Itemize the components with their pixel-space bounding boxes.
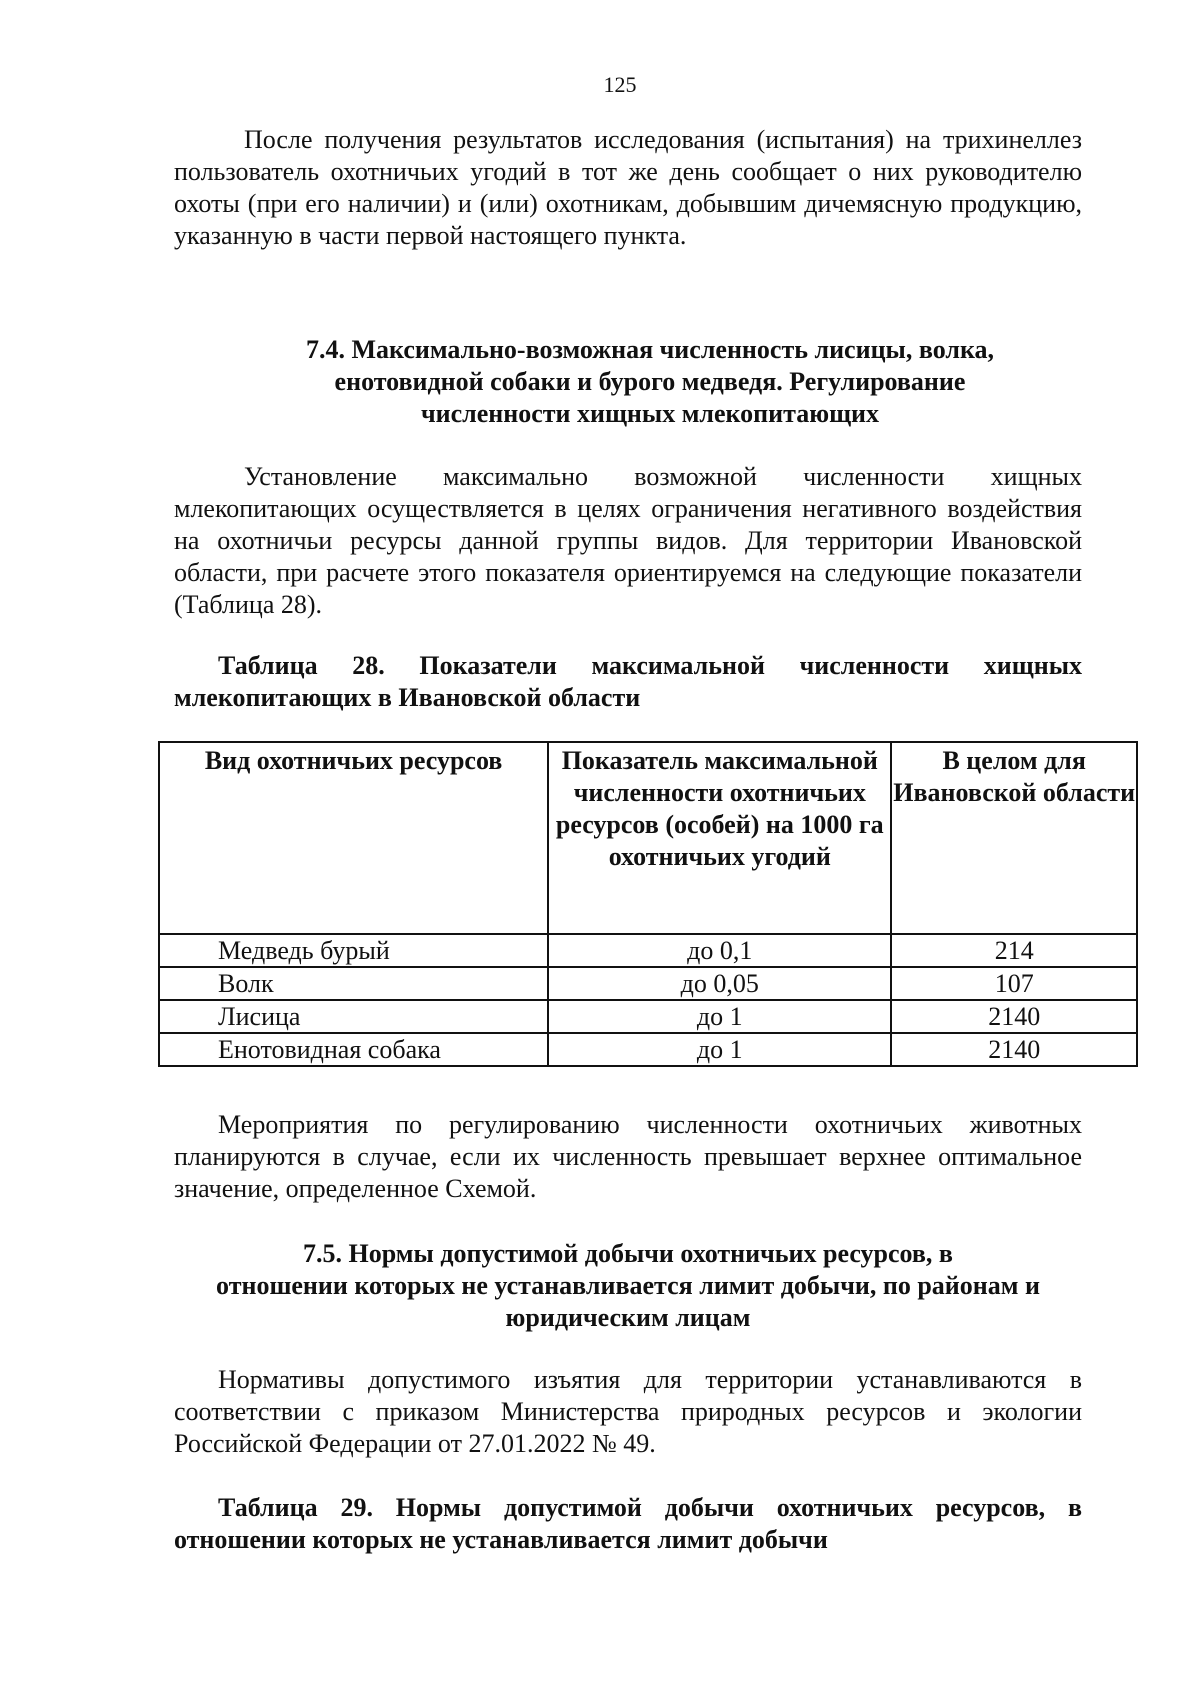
table-29-caption: Таблица 29. Нормы допустимой добычи охотничьих ресурсов, в отношении которых не устанавливается лимит добычи (174, 1493, 1082, 1554)
section-heading-7-4-line-3: численности хищных млекопитающих (420, 399, 880, 428)
cell-total: 2140 (891, 1033, 1137, 1066)
table-28-caption: Таблица 28. Показатели максимальной численности хищных млекопитающих в Ивановской области (174, 651, 1082, 712)
page-number: 125 (603, 72, 637, 97)
cell-total: 107 (891, 967, 1137, 1000)
section-heading-7-4-line-1: 7.4. Максимально-возможная численность лисицы, волка, (305, 335, 995, 364)
cell-total: 2140 (891, 1000, 1137, 1033)
header-region-total: В целом для Ивановской области (891, 742, 1137, 934)
paragraph-regulation-measures: Мероприятия по регулированию численности охотничьих животных планируются в случае, если их численность превышает верхнее оптимальное значение, определенное Схемой. (174, 1110, 1082, 1203)
table-row (159, 967, 1137, 1000)
paragraph-predator-limits: Установление максимально возможной численности хищных млекопитающих осуществляется в целях ограничения негативного воздействия на охотничьи ресурсы данной группы видов. Для территории Ивановской области, при расчете этого показателя ориентируемся на следующие показатели (Таблица 28). (174, 462, 1082, 619)
cell-indicator: до 1 (548, 1033, 891, 1066)
header-max-indicator: Показатель максимальной численности охотничьих ресурсов (особей) на 1000 га охотничьих угодий (548, 742, 891, 934)
section-heading-7-5-line-1: 7.5. Нормы допустимой добычи охотничьих ресурсов, в (303, 1239, 953, 1268)
cell-total: 214 (891, 934, 1137, 967)
table-row (159, 1033, 1137, 1066)
cell-species: Медведь бурый (159, 934, 548, 967)
section-heading-7-4 (200, 334, 1100, 430)
cell-indicator: до 1 (548, 1000, 891, 1033)
table-header-row (159, 742, 1137, 934)
table-row (159, 1000, 1137, 1033)
paragraph-harvest-norms: Нормативы допустимого изъятия для территории устанавливаются в соответствии с приказом Министерства природных ресурсов и экологии Российской Федерации от 27.01.2022 № 49. (174, 1365, 1082, 1458)
cell-indicator: до 0,1 (548, 934, 891, 967)
cell-indicator: до 0,05 (548, 967, 891, 1000)
section-heading-7-5-line-3: юридическим лицам (505, 1303, 751, 1332)
cell-species: Лисица (159, 1000, 548, 1033)
section-heading-7-4-line-2: енотовидной собаки и бурого медведя. Регулирование (334, 367, 966, 396)
cell-species: Енотовидная собака (159, 1033, 548, 1066)
table-row (159, 934, 1137, 967)
cell-species: Волк (159, 967, 548, 1000)
section-heading-7-5 (174, 1238, 1082, 1334)
table-28 (158, 741, 1138, 1067)
header-species: Вид охотничьих ресурсов (159, 742, 548, 934)
paragraph-trichinellosis: После получения результатов исследования (испытания) на трихинеллез пользователь охотничьих угодий в тот же день сообщает о них руководителю охоты (при его наличии) и (или) охотникам, добывшим дичемясную продукцию, указанную в части первой настоящего пункта. (174, 125, 1082, 250)
section-heading-7-5-line-2: отношении которых не устанавливается лимит добычи, по районам и (216, 1271, 1040, 1300)
